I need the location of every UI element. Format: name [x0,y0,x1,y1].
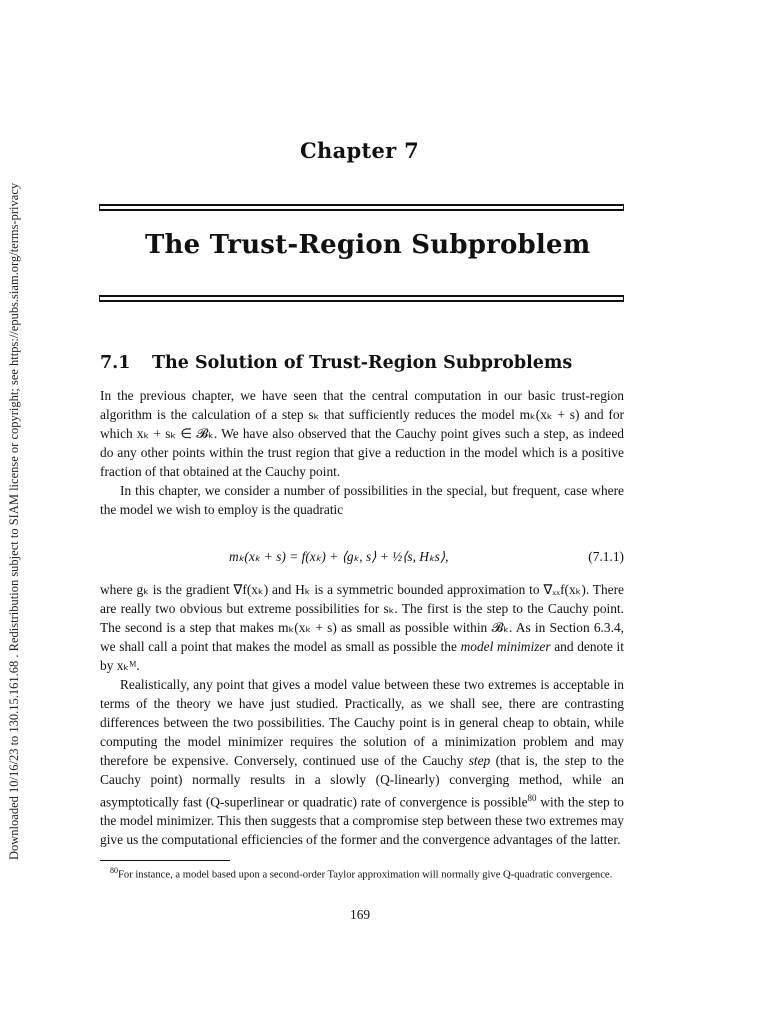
title-rule-top [99,204,624,211]
chapter-title: The Trust-Region Subproblem [145,230,591,260]
main-text [100,580,624,849]
paragraph-3-emphasis: model minimizer [460,639,551,654]
section-title: The Solution of Trust-Region Subproblems [152,353,573,373]
section-number: 7.1 [100,353,131,373]
paragraph-4-text-a: Realistically, any point that gives a model value between these two extremes is acceptable in terms of the theory we have just studied. Practically, as we shall see, there are contrasting differences between the two possibilities. The Cauchy point is in general cheap to obtain, while computing the model minimizer requires the solution of a minimization problem and may therefore be expensive. Conversely, continued use of the Cauchy [100,677,624,768]
paragraph-1: In the previous chapter, we have seen that the central computation in our basic trust-region algorithm is the calculation of a step sₖ that sufficiently reduces the model mₖ(xₖ + s) and for which xₖ + sₖ ∈ 𝓑ₖ. We have also observed that the Cauchy point gives such a step, as indeed do any other points within the trust region that give a reduction in the model which is a positive fraction of that obtained at the Cauchy point. [100,388,624,479]
paragraph-2: In this chapter, we consider a number of possibilities in the special, but frequent, case where the model we wish to employ is the quadratic [100,483,624,517]
footnote-rule [100,860,230,861]
paragraph-4 [100,675,624,849]
title-rule-bottom [99,295,624,302]
equation-number: (7.1.1) [588,549,624,564]
paragraph-3-text-a: where gₖ is the gradient ∇f(xₖ) and Hₖ is a symmetric bounded approximation to ∇ₓₓf(xₖ). There are really two obvious but extreme possibilities for sₖ. The first is the step to the Cauchy point. The second is a step that makes mₖ(xₖ + s) as small as possible within 𝓑ₖ. As in Section 6.3.4, we shall call a point that makes the model as small as possible the [100,582,624,654]
paragraph-3 [100,580,624,675]
paragraph-4-text-b: (that is, the step to the Cauchy point) normally results in a slowly (Q-linearly) converging method, while an asymptotically fast (Q-superlinear or quadratic) rate of convergence is possible [100,753,624,810]
intro-text [100,386,624,519]
footnote-80 [100,863,624,883]
paragraph-4-text-c: with the step to the model minimizer. This then suggests that a compromise step between these two extremes may give us the computational efficiencies of the former and the convergence advantages of the latter. [100,794,624,848]
chapter-label: Chapter 7 [300,138,420,163]
page-number: 169 [350,907,371,922]
watermark-text: Downloaded 10/16/23 to 130.15.161.68 . Redistribution subject to SIAM license or copyright; see https://epubs.siam.org/terms-privacy [7,182,21,860]
section-heading [100,353,572,373]
equation-7-1-1 [100,549,624,569]
footnote-mark: 80 [110,866,118,875]
equation-body: mₖ(xₖ + s) = f(xₖ) + ⟨gₖ, s⟩ + ½⟨s, Hₖs⟩, [229,549,449,564]
footnote-text: For instance, a model based upon a second-order Taylor approximation will normally give Q-quadratic convergence. [118,869,613,881]
paragraph-3-text-b: and denote it by xₖᴹ. [100,639,625,673]
paragraph-4-emphasis: step [468,753,491,768]
footnote-reference[interactable]: 80 [527,793,537,803]
download-watermark [4,0,24,860]
